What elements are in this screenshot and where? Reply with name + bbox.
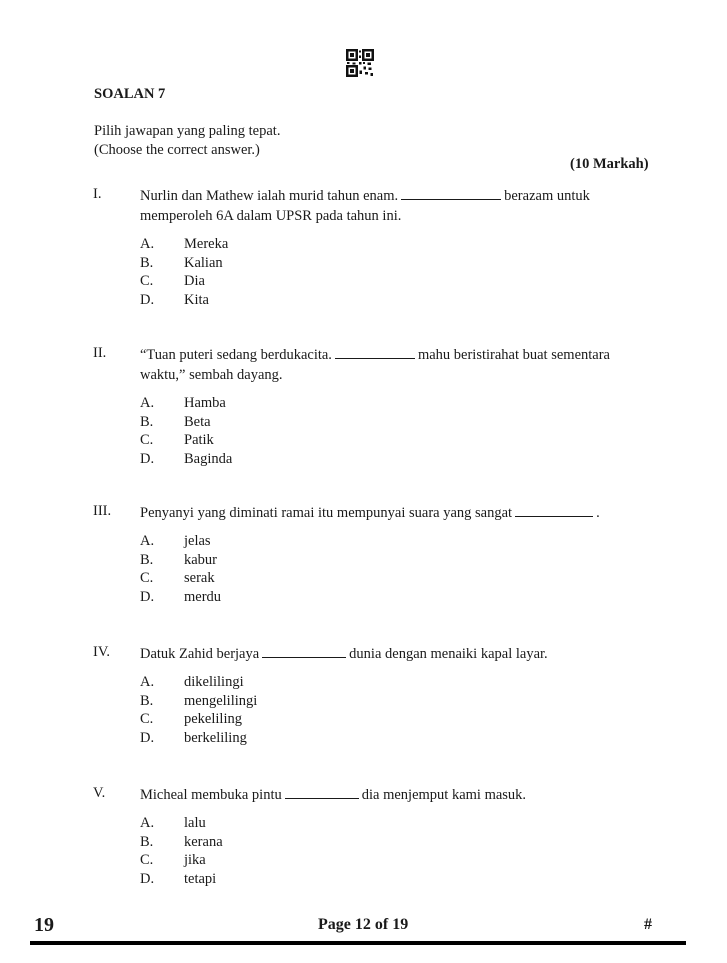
marks-label: (10 Markah): [570, 156, 649, 172]
answer-blank: [401, 187, 501, 200]
option-b[interactable]: B. kerana: [140, 833, 223, 850]
question-number: V.: [93, 785, 106, 801]
option-d[interactable]: D. merdu: [140, 588, 222, 605]
option-c[interactable]: C. serak: [140, 570, 215, 586]
answer-blank: [285, 786, 359, 799]
option-a[interactable]: A. jelas: [140, 533, 211, 549]
option-d[interactable]: D. tetapi: [140, 870, 217, 887]
question-2: [93, 345, 653, 468]
option-d[interactable]: D. Baginda: [140, 450, 233, 467]
option-d[interactable]: D. berkeliling: [140, 729, 247, 746]
footer-divider: [30, 941, 686, 945]
answer-blank: [515, 504, 593, 517]
question-4: [93, 644, 653, 747]
question-text: Micheal membuka pintu dia menjemput kami masuk.: [140, 787, 527, 803]
question-1: [93, 186, 653, 309]
question-text: Nurlin dan Mathew ialah murid tahun enam. berazam untuk memperoleh 6A dalam UPSR pada tahun ini.: [140, 188, 590, 224]
option-b[interactable]: B. mengelilingi: [140, 692, 258, 709]
option-b[interactable]: B. Kalian: [140, 254, 223, 271]
option-a[interactable]: A. Hamba: [140, 395, 226, 411]
answer-blank: [335, 346, 415, 359]
option-b[interactable]: B. Beta: [140, 413, 211, 430]
answer-blank: [262, 645, 346, 658]
options-list: [140, 235, 653, 309]
section-title: SOALAN 7: [94, 86, 166, 102]
question-3: [93, 503, 653, 606]
footer-hash: #: [644, 916, 652, 933]
option-b[interactable]: B. kabur: [140, 551, 218, 568]
instruction-en: (Choose the correct answer.): [94, 142, 260, 158]
option-c[interactable]: C. pekeliling: [140, 711, 242, 727]
instruction-ms: Pilih jawapan yang paling tepat.: [94, 123, 281, 139]
options-list: [140, 532, 653, 606]
option-d[interactable]: D. Kita: [140, 291, 209, 308]
question-text: Datuk Zahid berjaya dunia dengan menaiki kapal layar.: [140, 646, 548, 662]
question-number: I.: [93, 186, 102, 202]
options-list: [140, 394, 653, 468]
question-5: [93, 785, 653, 888]
option-c[interactable]: C. Patik: [140, 432, 214, 448]
question-number: IV.: [93, 644, 111, 660]
qr-code-icon: [346, 49, 374, 77]
question-number: III.: [93, 503, 112, 519]
instructions: [94, 122, 280, 160]
option-a[interactable]: A. dikelilingi: [140, 674, 244, 690]
option-a[interactable]: A. Mereka: [140, 236, 229, 252]
page-footer: [30, 911, 658, 941]
question-text: Penyanyi yang diminati ramai itu mempunyai suara yang sangat .: [140, 505, 600, 521]
page-number: Page 12 of 19: [318, 916, 409, 933]
footer-number: 19: [34, 914, 54, 936]
options-list: [140, 673, 653, 747]
question-text: “Tuan puteri sedang berdukacita. mahu beristirahat buat sementara waktu,” sembah dayang.: [140, 347, 610, 383]
option-c[interactable]: C. Dia: [140, 273, 205, 289]
question-number: II.: [93, 345, 107, 361]
option-c[interactable]: C. jika: [140, 852, 206, 868]
options-list: [140, 814, 653, 888]
option-a[interactable]: A. lalu: [140, 815, 206, 831]
